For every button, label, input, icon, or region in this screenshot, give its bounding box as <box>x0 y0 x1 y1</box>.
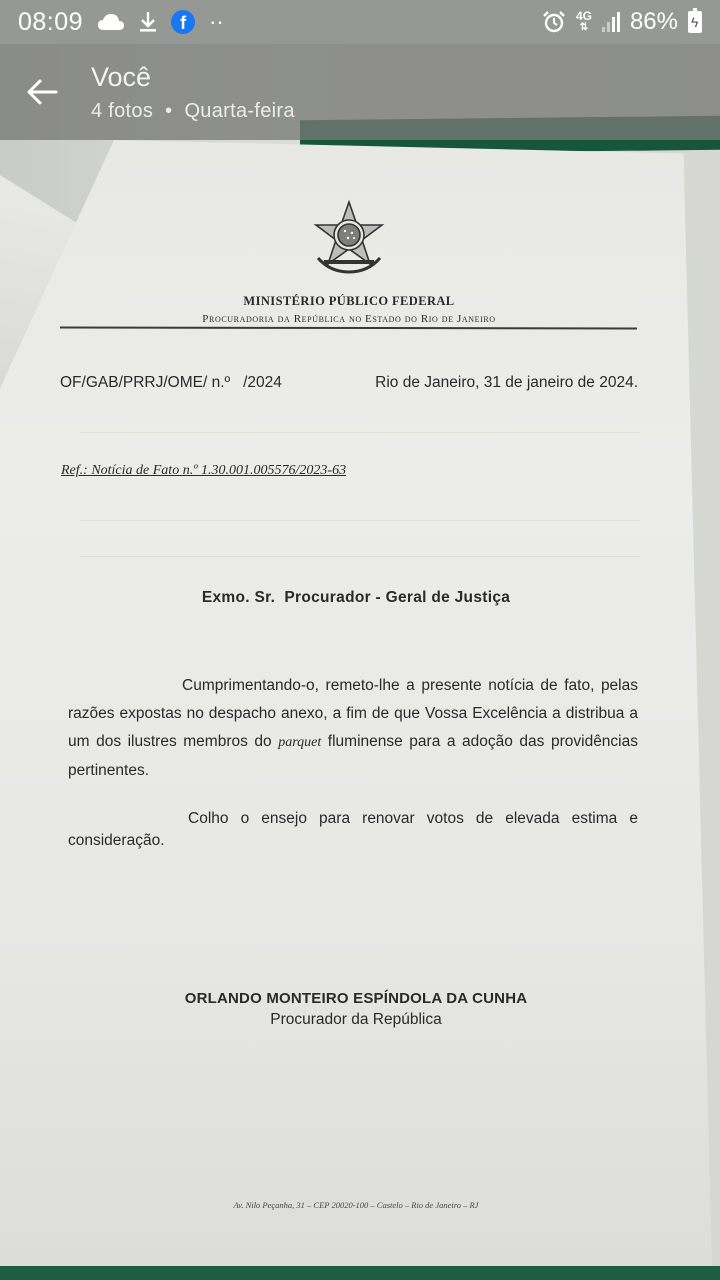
addressee: Exmo. Sr. Procurador - Geral de Justiça <box>201 589 511 606</box>
battery-percent: 86% <box>629 8 678 35</box>
back-arrow-icon[interactable] <box>22 72 62 112</box>
alarm-icon <box>542 10 566 34</box>
album-subtitle <box>91 100 295 123</box>
cloud-icon <box>97 13 125 31</box>
header-divider <box>60 326 637 329</box>
network-type <box>576 10 592 34</box>
album-title: Você <box>91 62 152 92</box>
more-dots-icon: ·· <box>209 9 224 34</box>
procuradoria-name: Procuradoria da República no Estado do Rio de Janeiro <box>202 313 496 325</box>
bleed-through-line <box>80 556 640 557</box>
facebook-icon: f <box>171 10 195 34</box>
signer-name: ORLANDO MONTEIRO ESPÍNDOLA DA CUNHA <box>184 990 528 1007</box>
coat-of-arms-icon <box>310 198 388 278</box>
parquet-italic: parquet <box>278 735 322 750</box>
office-line <box>60 374 638 392</box>
paragraph-1-end: fluminense para a adoção das providências pertinentes. <box>68 733 638 779</box>
signal-icon <box>602 12 620 32</box>
photo-count: 4 fotos <box>91 100 154 122</box>
bleed-through-line <box>80 520 640 521</box>
bleed-through-line <box>80 432 640 433</box>
status-time: 08:09 <box>18 7 84 36</box>
download-icon <box>139 11 157 33</box>
paragraph-1 <box>68 672 638 785</box>
office-code: OF/GAB/PRRJ/OME/ n.º /2024 <box>60 374 282 391</box>
paragraph-2: Colho o ensejo para renovar votos de elevada estima e consideração. <box>68 810 638 849</box>
photo-day: Quarta-feira <box>184 100 295 122</box>
status-bar <box>0 0 720 44</box>
network-label: 4G <box>575 9 592 23</box>
document-date: Rio de Janeiro, 31 de janeiro de 2024. <box>375 374 638 391</box>
reference-line: Ref.: Notícia de Fato n.º 1.30.001.005576/2023-63 <box>61 463 347 478</box>
signer-role: Procurador da República <box>270 1011 442 1028</box>
paragraph-1-start: Cumprimentando-o, remeto-lhe a presente notícia de fato, pelas razões expostas no despacho anexo, a fim de que Vossa Excelência a distribua a um dos ilustres membros do <box>68 677 638 750</box>
subtitle-separator: • <box>165 100 173 122</box>
data-arrows-icon: ⇅ <box>579 22 589 33</box>
battery-charging-icon: ϟ <box>688 11 702 33</box>
ministry-name: MINISTÉRIO PÚBLICO FEDERAL <box>243 294 455 308</box>
footer-address: Av. Nilo Peçanha, 31 – CEP 20020-100 – Castelo – Rio de Janeiro – RJ <box>233 1200 479 1210</box>
gallery-app-bar <box>0 44 720 140</box>
